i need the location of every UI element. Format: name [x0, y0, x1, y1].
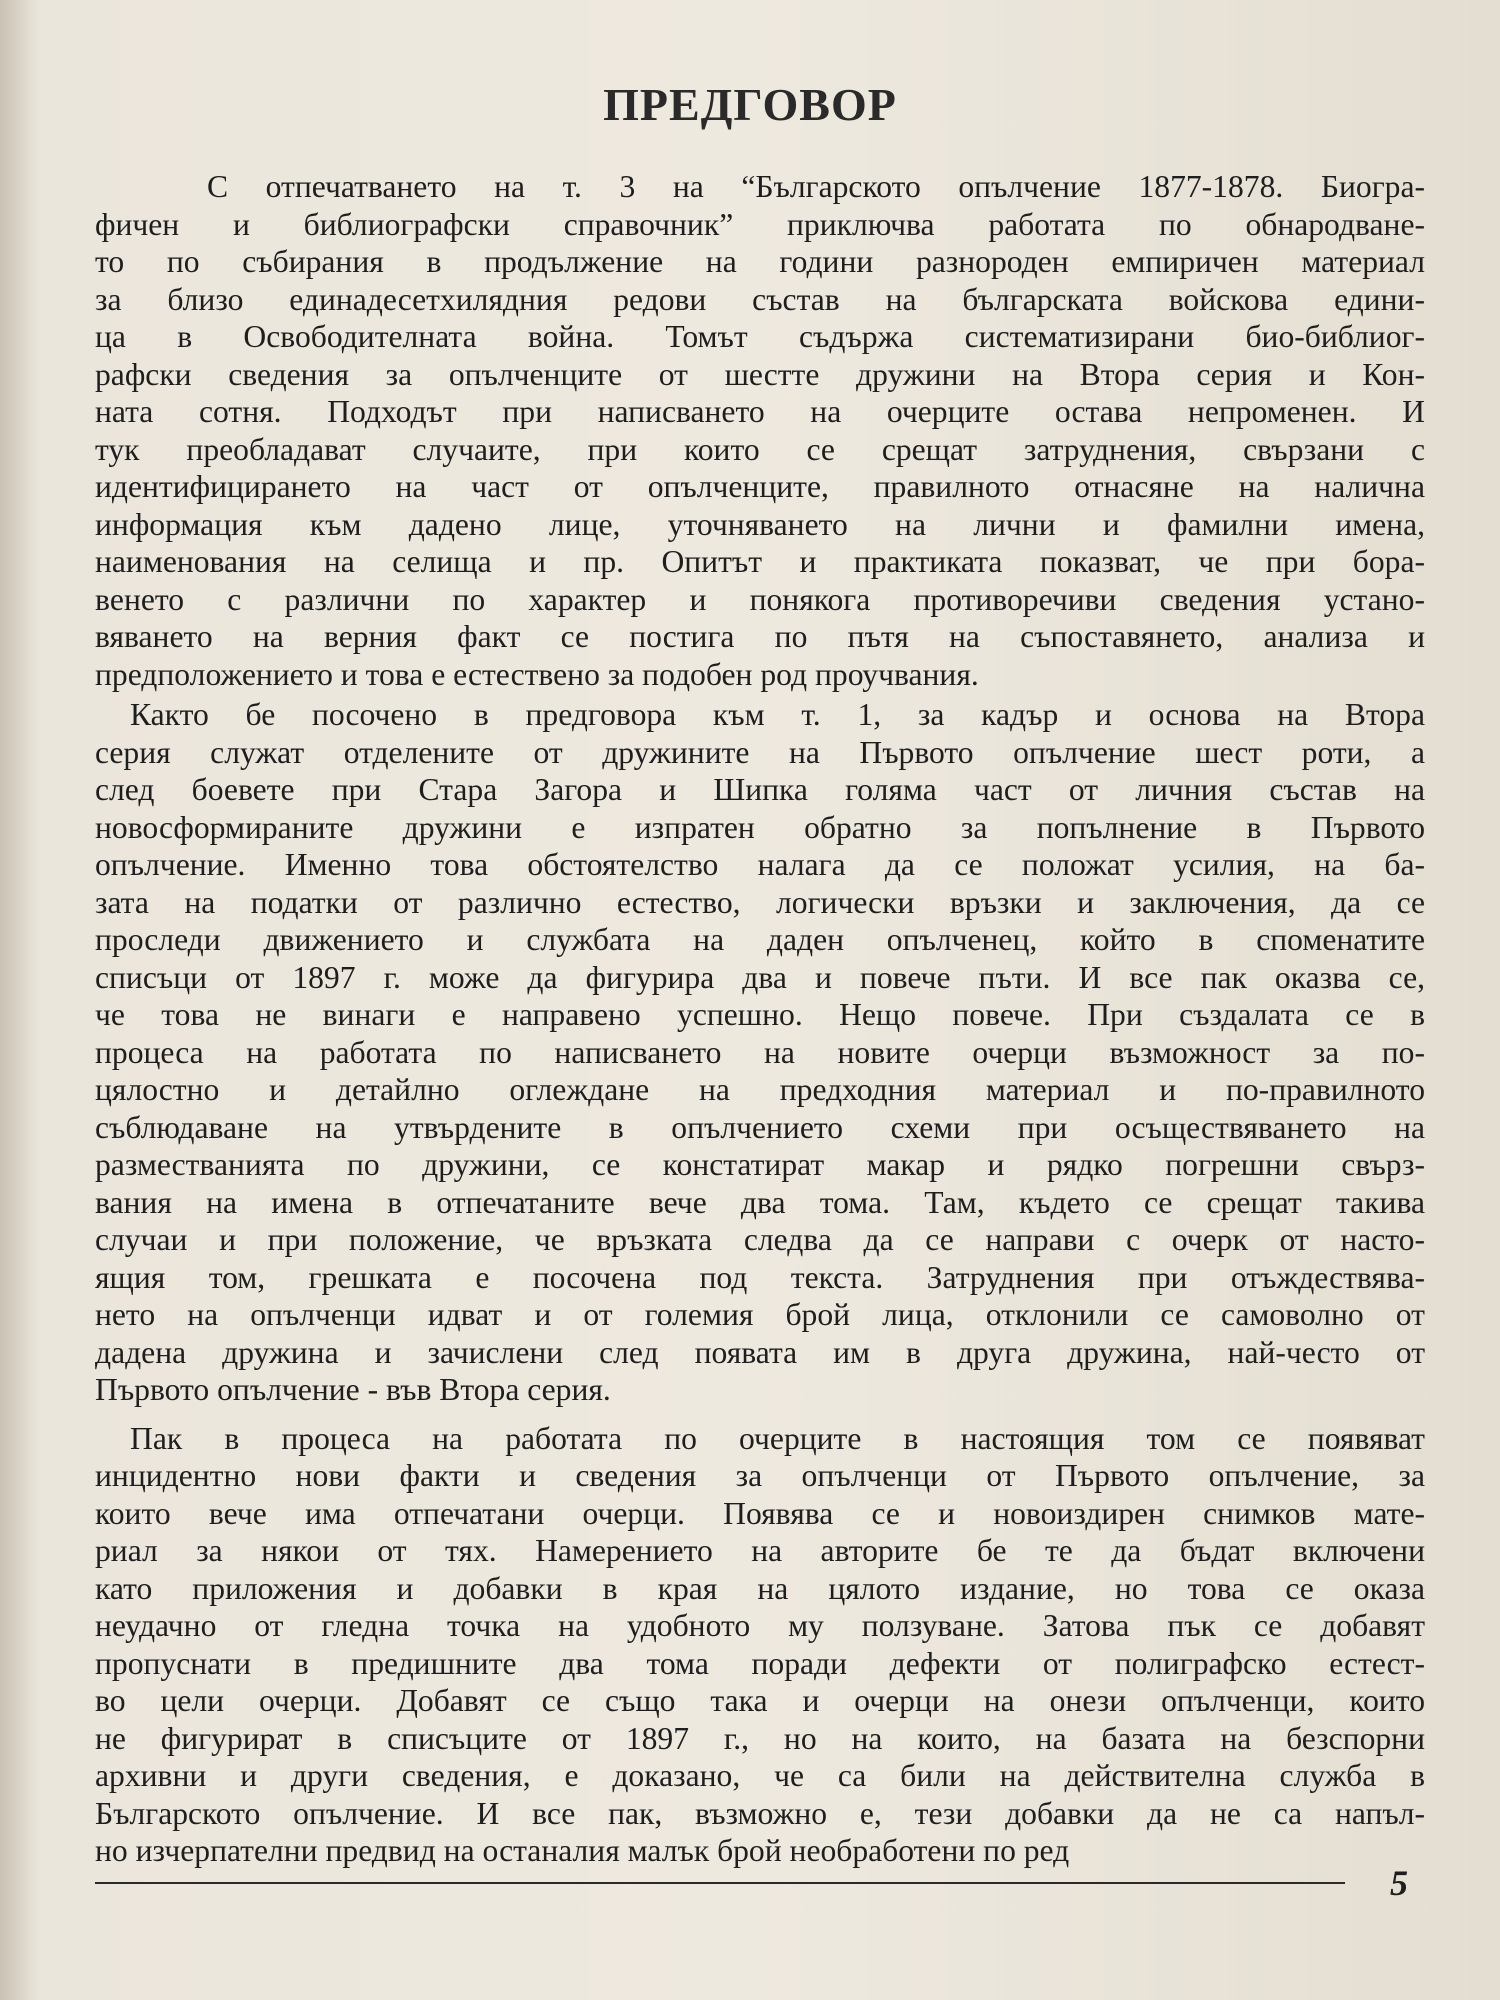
text-line: идентифицирането на част от опълченците, правилното отнасяне на налична: [95, 469, 1425, 504]
text-line: но изчерпателни предвид на останалия малък брой необработени по ред: [95, 1833, 1070, 1868]
text-line: С отпечатването на т. 3 на “Българското опълчение 1877-1878. Биогра-: [207, 169, 1425, 204]
text-line: съблюдаване на утвърдените в опълчението схеми при осъществяването на: [95, 1109, 1425, 1145]
text-line: наименования на селища и пр. Опитът и практиката показват, че при бора-: [95, 544, 1425, 579]
text-line: то по събирания в продължение на години разнороден емпиричен материал: [95, 244, 1425, 279]
text-line: които вече има отпечатани очерци. Появява се и новоиздирен снимков мате-: [95, 1495, 1425, 1531]
text-line: вания на имена в отпечатаните вече два тома. Там, където се срещат такива: [95, 1184, 1425, 1220]
text-line: като приложения и добавки в края на цялото издание, но това се оказа: [95, 1570, 1425, 1606]
text-line: зата на податки от различно естество, логически връзки и заключения, да се: [95, 884, 1425, 920]
page-title: ПРЕДГОВОР: [603, 79, 897, 130]
text-line: за близо единадесетхилядния редови състав на българската войскова едини-: [95, 281, 1425, 317]
paragraph: [95, 168, 1425, 693]
text-line: процеса на работата по написването на новите очерци възможност за по-: [95, 1034, 1425, 1070]
text-line: вяването на верния факт се постига по пътя на съпоставянето, анализа и: [95, 619, 1425, 654]
text-line: нето на опълченци идват и от големия брой лица, отклонили се самоволно от: [95, 1297, 1425, 1332]
text-line: фичен и библиографски справочник” приключва работата по обнародване-: [95, 206, 1425, 242]
text-line: Първото опълчение - във Втора серия.: [95, 1372, 611, 1407]
text-line: во цели очерци. Добавят се също така и очерци на онези опълченци, които: [95, 1683, 1425, 1718]
text-line: серия служат отделените от дружините на Първото опълчение шест роти, а: [95, 734, 1425, 770]
text-line: неудачно от гледна точка на удобното му ползуване. Затова пък се добавят: [95, 1608, 1425, 1643]
text-line: ната сотня. Подходът при написването на очерците остава непроменен. И: [95, 394, 1425, 429]
body-text: [95, 168, 1425, 1870]
text-line: след боевете при Стара Загора и Шипка голяма част от личния състав на: [95, 772, 1425, 807]
text-line: цялостно и детайлно оглеждане на предходния материал и по-правилното: [95, 1072, 1425, 1107]
text-line: рафски сведения за опълченците от шестте дружини на Втора серия и Кон-: [95, 356, 1425, 392]
text-line: не фигурират в списъците от 1897 г., но на които, на базата на безспорни: [95, 1720, 1425, 1756]
page-number: 5: [1390, 1863, 1408, 1903]
text-line: вeнето с различни по характер и понякога противоречиви сведения устано-: [95, 581, 1425, 617]
text-line: предположението и това е естествено за подобен род проучвания.: [95, 656, 979, 692]
paragraph: [95, 696, 1425, 1409]
paragraph: [95, 1420, 1425, 1870]
text-line: архивни и други сведения, е доказано, че са били на действителна служба в: [95, 1758, 1425, 1793]
text-line: ящия том, грешката е посочена под текста. Затруднения при отъждествява-: [95, 1259, 1425, 1295]
text-line: новосформираните дружини е изпратен обратно за попълнение в Първото: [95, 809, 1425, 845]
text-line: риал за някои от тях. Намерението на авторите бе те да бъдат включени: [95, 1533, 1425, 1568]
text-line: случаи и при положение, че връзката следва да се направи с очерк от насто-: [95, 1222, 1425, 1257]
text-line: разместванията по дружини, се констатират макар и рядко погрешни свърз-: [95, 1147, 1425, 1182]
text-line: ца в Освободителната война. Томът съдържа систематизирани био-библиог-: [95, 319, 1425, 354]
footer-rule: [95, 1882, 1345, 1884]
text-line: Както бе посочено в предговора към т. 1, за кадър и основа на Втора: [130, 697, 1425, 732]
text-line: че това не винаги е направено успешно. Нещо повече. При създалата се в: [95, 997, 1425, 1032]
text-line: Пак в процеса на работата по очерците в настоящия том се появяват: [130, 1420, 1425, 1456]
text-line: Българското опълчение. И все пак, възможно е, тези добавки да не са напъл-: [95, 1795, 1425, 1831]
text-line: списъци от 1897 г. може да фигурира два и повече пъти. И все пак оказва се,: [95, 959, 1425, 995]
text-line: информация към дадено лице, уточняването на лични и фамилни имена,: [95, 506, 1425, 542]
text-line: проследи движението и службата на даден опълченец, който в споменатите: [95, 922, 1425, 957]
text-line: опълчение. Именно това обстоятелство налага да се положат усилия, на ба-: [95, 847, 1425, 882]
text-line: дадена дружина и зачислени след появата им в друга дружина, най-често от: [95, 1334, 1425, 1370]
text-line: тук преобладават случаите, при които се срещат затруднения, свързани с: [95, 431, 1425, 467]
text-line: инцидентно нови факти и сведения за опълченци от Първото опълчение, за: [95, 1458, 1425, 1493]
text-line: пропуснати в предишните два тома поради дефекти от полиграфско естест-: [95, 1645, 1425, 1681]
